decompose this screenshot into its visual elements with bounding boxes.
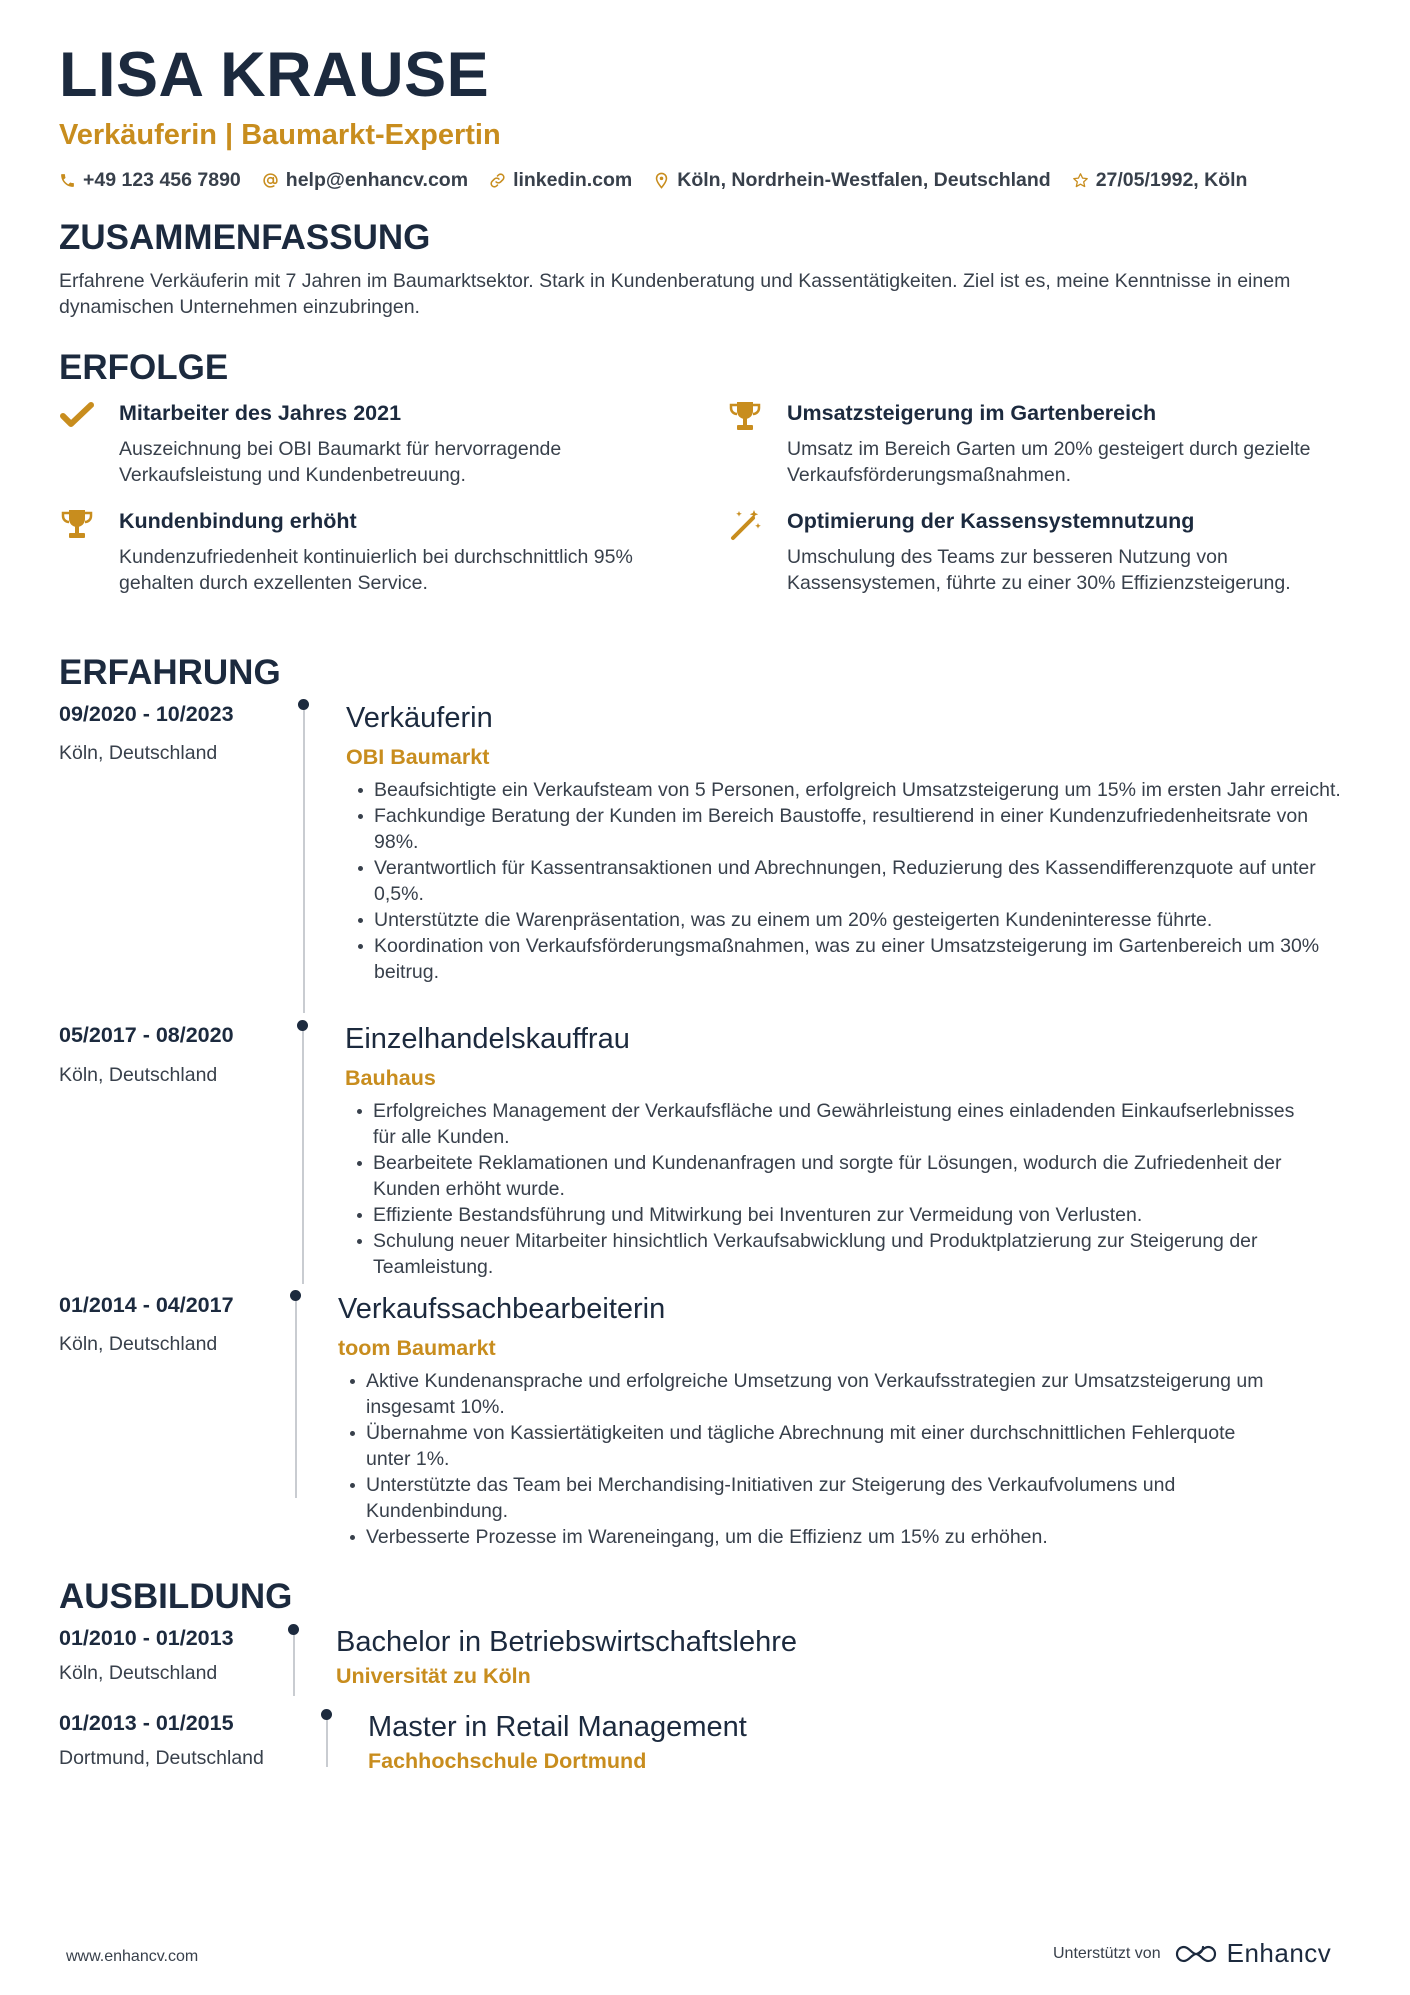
job-bullet: Verbesserte Prozesse im Wareneingang, um die Effizienz um 15% zu erhöhen. xyxy=(344,1524,1284,1550)
contact-phone-text: +49 123 456 7890 xyxy=(83,169,241,191)
contact-email[interactable] xyxy=(262,169,468,192)
job-bullet: Verantwortlich für Kassentransaktionen und Abrechnungen, Reduzierung des Kassendifferenzquote auf unter 0,5%. xyxy=(352,855,1352,907)
job-bullet: Bearbeitete Reklamationen und Kundenanfragen und sorgte für Lösungen, wodurch die Zufriedenheit der Kunden erhöht wurde. xyxy=(351,1150,1311,1202)
job-bullet: Schulung neuer Mitarbeiter hinsichtlich Verkaufsabwicklung und Produktplatzierung zur Steigerung der Teamleistung. xyxy=(351,1228,1311,1280)
contact-phone[interactable] xyxy=(59,169,241,192)
achievement-title: Optimierung der Kassensystemnutzung xyxy=(787,509,1195,533)
infinity-logo-icon xyxy=(1173,1942,1219,1966)
achievements-heading: ERFOLGE xyxy=(59,348,229,387)
education-heading: AUSBILDUNG xyxy=(59,1577,293,1616)
phone-icon xyxy=(59,172,76,189)
summary-text: Erfahrene Verkäuferin mit 7 Jahren im Baumarktsektor. Stark in Kundenberatung und Kassentätigkeiten. Ziel ist es, meine Kenntnisse in einem dynamischen Unternehmen einzubringen. xyxy=(59,270,1291,318)
achievement-title: Umsatzsteigerung im Gartenbereich xyxy=(787,401,1157,425)
education-location: Köln, Deutschland xyxy=(59,1662,218,1684)
job-bullet: Unterstützte das Team bei Merchandising-Initiativen zur Steigerung des Verkaufvolumens und Kundenbindung. xyxy=(344,1472,1284,1524)
job-location: Köln, Deutschland xyxy=(59,1333,218,1355)
job-date: 01/2014 - 04/2017 xyxy=(59,1293,234,1317)
experience-heading: ERFAHRUNG xyxy=(59,653,281,692)
contact-birthdate xyxy=(1072,169,1248,192)
timeline-line xyxy=(293,1632,295,1696)
contact-bar xyxy=(59,169,1268,192)
timeline-line xyxy=(326,1717,328,1767)
education-school: Universität zu Köln xyxy=(336,1664,531,1688)
job-bullets xyxy=(352,777,1352,985)
checkmark-icon xyxy=(59,398,95,434)
contact-location xyxy=(653,169,1050,192)
education-location: Dortmund, Deutschland xyxy=(59,1747,264,1769)
education-degree: Bachelor in Betriebswirtschaftslehre xyxy=(336,1626,797,1658)
magic-wand-icon xyxy=(727,506,763,542)
education-date: 01/2010 - 01/2013 xyxy=(59,1626,234,1650)
timeline-line xyxy=(303,708,305,1013)
education-degree: Master in Retail Management xyxy=(368,1711,747,1743)
job-company: Bauhaus xyxy=(345,1066,436,1090)
job-company: toom Baumarkt xyxy=(338,1336,496,1360)
job-bullet: Beaufsichtigte ein Verkaufsteam von 5 Personen, erfolgreich Umsatzsteigerung um 15% im ersten Jahr erreicht. xyxy=(352,777,1352,803)
job-bullets xyxy=(351,1098,1311,1280)
footer-powered-by: Unterstützt von xyxy=(1053,1944,1161,1962)
job-location: Köln, Deutschland xyxy=(59,742,218,764)
trophy-icon xyxy=(727,398,763,434)
job-date: 05/2017 - 08/2020 xyxy=(59,1023,234,1047)
contact-location-text: Köln, Nordrhein-Westfalen, Deutschland xyxy=(677,169,1051,191)
job-bullet: Koordination von Verkaufsförderungsmaßnahmen, was zu einer Umsatzsteigerung im Gartenbereich um 30% beitrug. xyxy=(352,933,1352,985)
job-bullet: Erfolgreiches Management der Verkaufsfläche und Gewährleistung eines einladenden Einkaufserlebnisses für alle Kunden. xyxy=(351,1098,1311,1150)
candidate-subtitle: Verkäuferin | Baumarkt-Expertin xyxy=(59,119,501,151)
job-bullet: Unterstützte die Warenpräsentation, was zu einem um 20% gesteigerten Kundeninteresse führte. xyxy=(352,907,1352,933)
timeline-line xyxy=(295,1298,297,1498)
candidate-name: LISA KRAUSE xyxy=(59,40,490,110)
timeline-dot xyxy=(290,1290,301,1301)
achievement-title: Mitarbeiter des Jahres 2021 xyxy=(119,401,402,425)
job-title: Einzelhandelskauffrau xyxy=(345,1023,630,1055)
job-title: Verkäuferin xyxy=(346,702,493,734)
job-date: 09/2020 - 10/2023 xyxy=(59,702,234,726)
achievement-desc: Umsatz im Bereich Garten um 20% gesteigert durch gezielte Verkaufsförderungsmaßnahmen. xyxy=(787,438,1311,486)
timeline-dot xyxy=(298,699,309,710)
footer-branding xyxy=(1053,1938,1331,1969)
timeline-line xyxy=(302,1028,304,1284)
timeline-dot xyxy=(321,1709,332,1720)
timeline-dot xyxy=(297,1020,308,1031)
timeline-dot xyxy=(288,1624,299,1635)
achievement-desc: Kundenzufriedenheit kontinuierlich bei durchschnittlich 95% gehalten durch exzellenten Service. xyxy=(119,546,633,594)
trophy-icon xyxy=(59,506,95,542)
contact-linkedin-text: linkedin.com xyxy=(513,169,633,191)
enhancv-brand-text: Enhancv xyxy=(1226,1938,1332,1968)
achievement-desc: Umschulung des Teams zur besseren Nutzung von Kassensystemen, führte zu einer 30% Effizienzsteigerung. xyxy=(787,546,1291,594)
job-company: OBI Baumarkt xyxy=(346,745,490,769)
location-pin-icon xyxy=(653,172,670,189)
job-title: Verkaufssachbearbeiterin xyxy=(338,1293,666,1325)
achievement-desc: Auszeichnung bei OBI Baumarkt für hervorragende Verkaufsleistung und Kundenbetreuung. xyxy=(119,438,562,486)
achievement-title: Kundenbindung erhöht xyxy=(119,509,357,533)
contact-email-text: help@enhancv.com xyxy=(285,169,469,191)
job-bullet: Übernahme von Kassiertätigkeiten und tägliche Abrechnung mit einer durchschnittlichen Fehlerquote unter 1%. xyxy=(344,1420,1284,1472)
job-bullets xyxy=(344,1368,1284,1550)
enhancv-logo[interactable] xyxy=(1173,1938,1332,1969)
education-date: 01/2013 - 01/2015 xyxy=(59,1711,234,1735)
at-icon xyxy=(262,172,279,189)
job-location: Köln, Deutschland xyxy=(59,1064,218,1086)
link-icon xyxy=(489,172,506,189)
summary-heading: ZUSAMMENFASSUNG xyxy=(59,218,431,257)
job-bullet: Aktive Kundenansprache und erfolgreiche Umsetzung von Verkaufsstrategien zur Umsatzsteigerung um insgesamt 10%. xyxy=(344,1368,1284,1420)
contact-linkedin[interactable] xyxy=(489,169,632,192)
job-bullet: Effiziente Bestandsführung und Mitwirkung bei Inventuren zur Vermeidung von Verlusten. xyxy=(351,1202,1311,1228)
footer-website[interactable]: www.enhancv.com xyxy=(66,1948,199,1965)
star-icon xyxy=(1072,172,1089,189)
job-bullet: Fachkundige Beratung der Kunden im Bereich Baustoffe, resultierend in einer Kundenzufriedenheitsrate von 98%. xyxy=(352,803,1352,855)
education-school: Fachhochschule Dortmund xyxy=(368,1749,647,1773)
contact-birthdate-text: 27/05/1992, Köln xyxy=(1095,169,1248,191)
